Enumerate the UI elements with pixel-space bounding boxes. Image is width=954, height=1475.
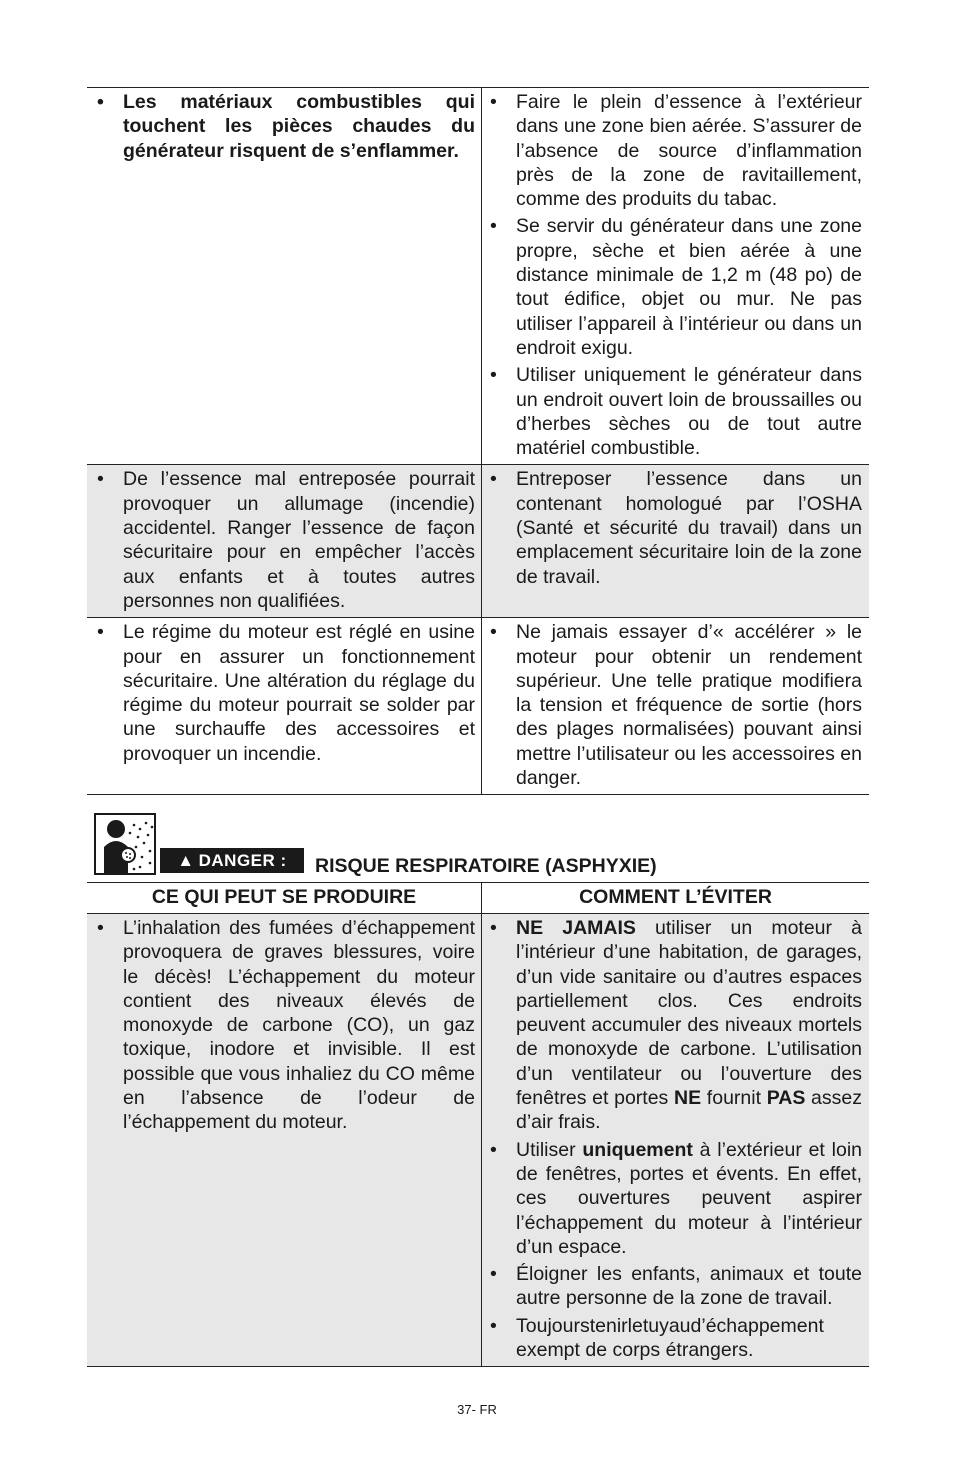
cause-cell <box>87 88 481 464</box>
cause-cell <box>87 465 481 617</box>
list-item: • Entreposer l’essence dans un contenant homologué par l’OSHA (Santé et sécurité du travail) dans un emplacement sécuritaire loin de la zone de travail. <box>490 468 862 588</box>
column-header-prevention: COMMENT L’ÉVITER <box>481 883 869 913</box>
list-item: • Éloigner les enfants, animaux et toute autre personne de la zone de travail. <box>490 1263 862 1310</box>
page-number: 37- FR <box>457 1402 497 1417</box>
prevention-cell <box>481 618 869 794</box>
warning-icon: ▲ <box>177 850 195 870</box>
list-item: • Ne jamais essayer d’« accélérer » le moteur pour obtenir un rendement supérieur. Une telle pratique modifiera la tension et fréquence de sortie (hors des plages normalisées) pouvant ainsi mettre l’utilisateur ou les accessoires en danger. <box>490 621 862 790</box>
respiratory-hazard-icon <box>94 813 156 875</box>
list-item: • Les matériaux combustibles qui touchent les pièces chaudes du générateur risquent de s’enflammer. <box>97 91 475 162</box>
danger-label: DANGER : <box>198 850 287 870</box>
cause-cell <box>87 914 481 1366</box>
table-header-row <box>87 882 869 914</box>
table-row <box>87 87 869 465</box>
list-item: • L’inhalation des fumées d’échappement provoquera de graves blessures, voire le décès! L’échappement du moteur contient des niveaux élevés de monoxyde de carbone (CO), un gaz toxique, inodore et invisible. Il est possible que vous inhaliez du CO même en l’absence de l’odeur de l’échappement du moteur. <box>97 917 475 1134</box>
danger-badge <box>160 848 304 873</box>
list-item: • Faire le plein d’essence à l’extérieur dans une zone bien aérée. S’assurer de l’absence de source d’inflammation près de la zone de ravitaillement, comme des produits du tabac. <box>490 91 862 211</box>
list-item: • De l’essence mal entreposée pourrait provoquer un allumage (incendie) accidentel. Ranger l’essence de façon sécuritaire pour en empêcher l’accès aux enfants et à toutes autres personnes non qualifiées. <box>97 468 475 612</box>
hazard-table-respiratory <box>87 882 869 1367</box>
prevention-cell <box>481 465 869 617</box>
hazard-title: RISQUE RESPIRATOIRE (ASPHYXIE) <box>315 855 657 877</box>
prevention-cell <box>481 88 869 464</box>
hazard-heading <box>87 813 869 883</box>
list-item: • Se servir du générateur dans une zone propre, sèche et bien aérée à une distance minimale de 1,2 m (48 po) de tout édifice, objet ou mur. Ne pas utiliser l’appareil à l’intérieur ou dans un endroit exigu. <box>490 215 862 359</box>
list-item: • Utiliser uniquement le générateur dans un endroit ouvert loin de broussailles ou d’herbes sèches ou de tout autre matériel combustible. <box>490 364 862 460</box>
list-item: • Le régime du moteur est réglé en usine pour en assurer un fonctionnement sécuritaire. Une altération du réglage du régime du moteur pourrait se solder par une surchauffe des accessoires et provoquer un incendie. <box>97 621 475 765</box>
column-header-cause: CE QUI PEUT SE PRODUIRE <box>151 886 417 908</box>
table-row <box>87 618 869 795</box>
prevention-cell <box>481 914 869 1366</box>
table-row <box>87 914 869 1367</box>
cause-cell <box>87 618 481 794</box>
list-item: • Toujourstenirletuyaud’échappement exempt de corps étrangers. <box>490 1314 824 1362</box>
list-item: • NE JAMAIS utiliser un moteur à l’intérieur d’une habitation, de garages, d’un vide sanitaire ou d’autres espaces partiellement clos. Ces endroits peuvent accumuler des niveaux mortels de monoxyde de carbone. L’utilisation d’un ventilateur ou l’ouverture des fenêtres et portes NE fournit PAS assez d’air frais. <box>490 917 863 1134</box>
hazard-table-fire <box>87 87 869 795</box>
table-row <box>87 465 869 618</box>
list-item: • Utiliser uniquement à l’extérieur et loin de fenêtres, portes et évents. En effet, ces ouvertures peuvent aspirer l’échappement du moteur à l’intérieur d’un espace. <box>490 1138 862 1258</box>
